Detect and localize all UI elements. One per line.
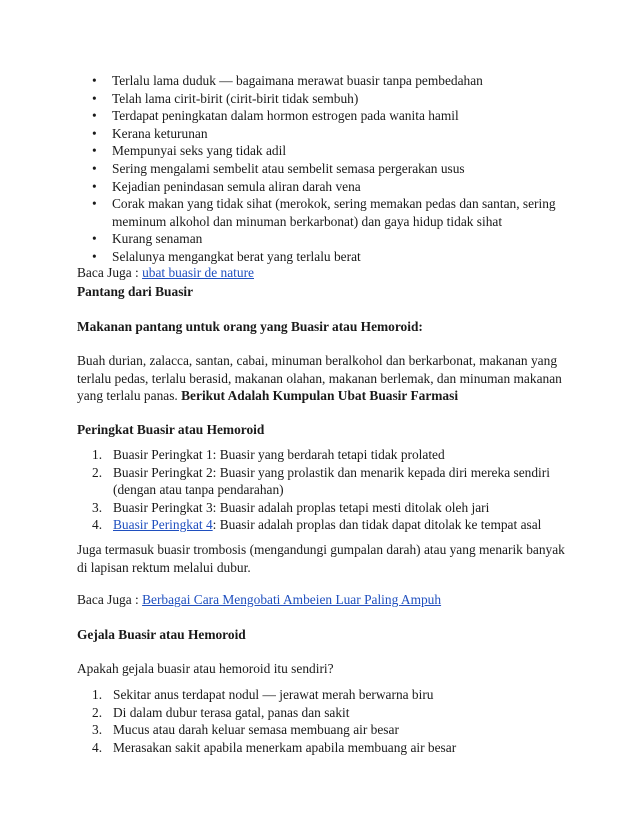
baca-juga-2: Baca Juga : Berbagai Cara Mengobati Ambeien Luar Paling Ampuh [77,592,442,607]
bullet-icon: • [92,90,97,106]
list-item: 1. Buasir Peringkat 1: Buasir yang berdarah tetapi tidak prolated [92,447,445,462]
list-item: 4. Buasir Peringkat 4: Buasir adalah proplas dan tidak dapat ditolak ke tempat asal [92,517,542,533]
bullet-icon: • [92,160,97,176]
list-item: • Kejadian penindasan semula aliran darah vena [92,178,361,194]
list-item: 3. Buasir Peringkat 3: Buasir adalah proplas tetapi mesti ditolak oleh jari [92,499,490,515]
list-item: 2. Di dalam dubur terasa gatal, panas dan sakit [92,704,350,720]
makanan-heading: Makanan pantang untuk orang yang Buasir atau Hemoroid: [77,319,423,334]
bullet-icon: • [92,73,97,88]
bullet-icon: • [92,143,97,159]
juga-paragraph: Juga termasuk buasir trombosis (mengandungi gumpalan darah) atau yang menarik banyak di lapisan rektum melalui dubur. [77,542,565,575]
bullet-icon: • [92,178,97,194]
bullet-icon: • [92,125,97,141]
list-item: 4. Merasakan sakit apabila menerkam apabila membuang air besar [92,739,457,755]
risk-factor-list [0,72,572,266]
list-item: 1. Sekitar anus terdapat nodul — jerawat merah berwarna biru [92,687,434,702]
list-item: • Terdapat peningkatan dalam hormon estrogen pada wanita hamil [92,108,459,124]
list-item: • Terlalu lama duduk — bagaimana merawat buasir tanpa pembedahan [92,73,483,88]
peringkat-4-link[interactable]: Buasir Peringkat 4 [113,517,213,533]
list-item: 2. Buasir Peringkat 2: Buasir yang prolastik dan menarik kepada diri mereka sendiri (dengan atau tanpa pendarahan) [92,464,550,498]
bullet-icon: • [92,248,97,264]
peringkat-heading: Peringkat Buasir atau Hemoroid [77,422,265,437]
list-item: • Selalunya mengangkat berat yang terlalu berat [92,248,361,264]
list-item: • Corak makan yang tidak sihat (merokok, sering memakan pedas dan santan, sering meminum alkohol dan minuman berkarbonat) dan gaya hidup tidak sihat [92,196,556,229]
gejala-question: Apakah gejala buasir atau hemoroid itu sendiri? [77,661,334,676]
bullet-icon: • [92,196,97,212]
makanan-paragraph: Buah durian, zalacca, santan, cabai, minuman beralkohol dan berkarbonat, makanan yang terlalu pedas, terlalu berasid, makanan olahan, makanan berlemak, dan minuman makanan yang terlalu panas. Berikut Adalah Kumpulan Ubat Buasir Farmasi [77,353,562,404]
baca-juga-link-1[interactable]: ubat buasir de nature [142,265,254,280]
gejala-list [0,686,583,756]
pantang-heading: Pantang dari Buasir [77,284,194,299]
list-item: • Mempunyai seks yang tidak adil [92,143,287,159]
list-item: 3. Mucus atau darah keluar semasa membuang air besar [92,722,399,738]
list-item: • Kerana keturunan [92,125,208,141]
list-item: • Kurang senaman [92,231,203,247]
baca-juga-1: Baca Juga : ubat buasir de nature [77,265,254,280]
bullet-icon: • [92,108,97,124]
bullet-icon: • [92,231,97,247]
gejala-heading: Gejala Buasir atau Hemoroid [77,627,246,642]
list-item: • Sering mengalami sembelit atau sembelit semasa pergerakan usus [92,160,465,176]
baca-juga-link-2[interactable]: Berbagai Cara Mengobati Ambeien Luar Paling Ampuh [142,592,442,607]
peringkat-list [0,446,583,534]
list-item: • Telah lama cirit-birit (cirit-birit tidak sembuh) [92,90,359,106]
